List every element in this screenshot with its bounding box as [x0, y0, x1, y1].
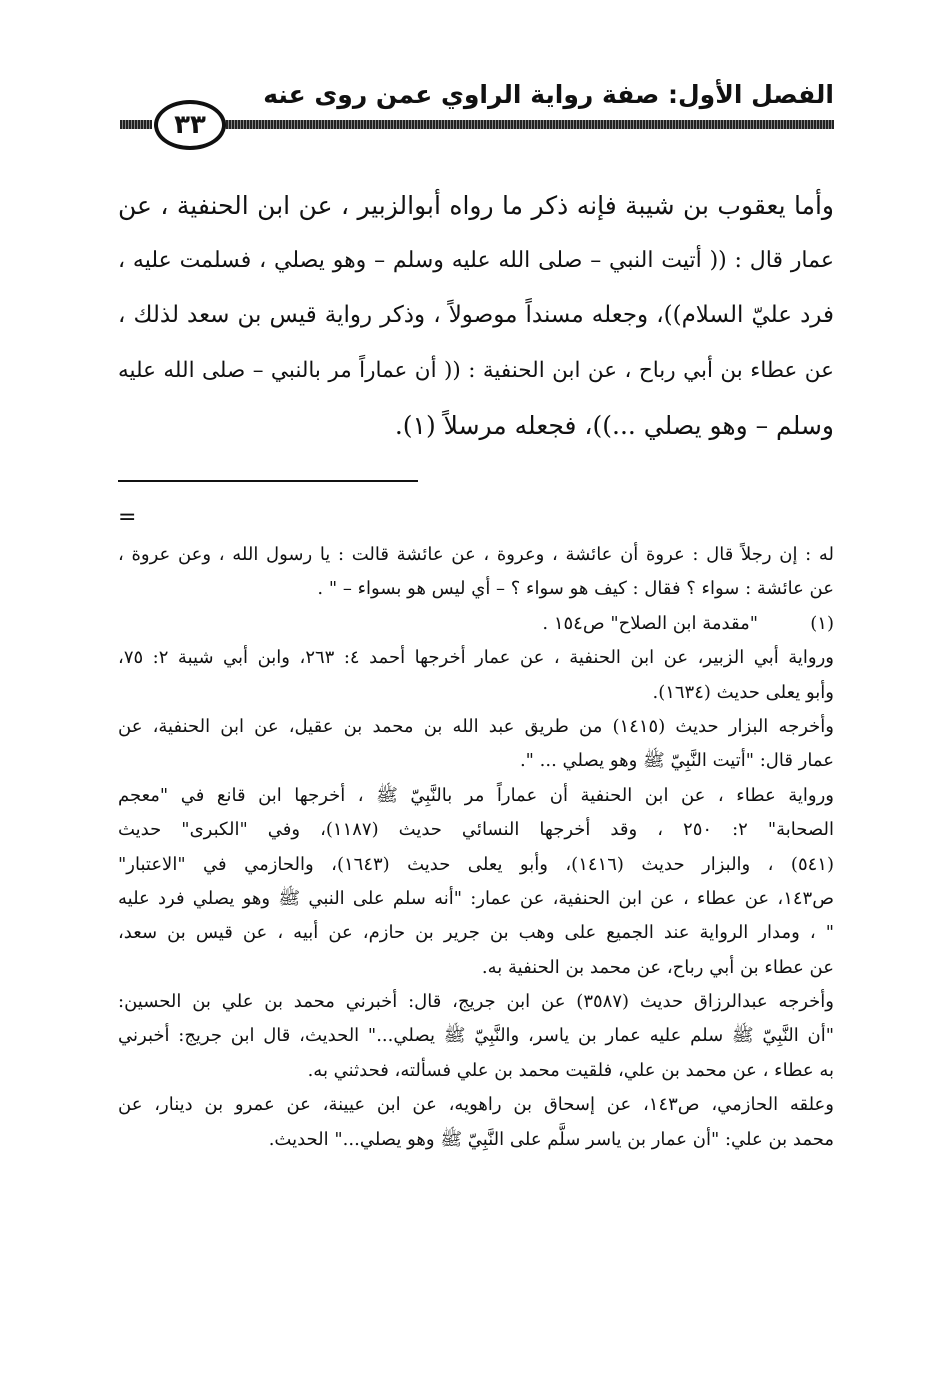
footnote-1 — [118, 607, 834, 641]
main-text — [118, 178, 834, 453]
footnote-line: ورواية عطاء ، عن ابن الحنفية أن عماراً مر بالنَّبِيّ ﷺ ، أخرجها ابن قانع في "معجم — [118, 784, 834, 806]
footnote-line: "أن النَّبِيّ ﷺ سلم عليه عمار بن ياسر، والنَّبِيّ ﷺ يصلي..." الحديث، قال ابن جريج: أخبرني — [118, 1025, 834, 1047]
main-text-line: عمار قال : (( أتيت النبي – صلى الله عليه وسلم – وهو يصلي ، فسلمت عليه ، — [118, 248, 834, 273]
footnote-separator — [118, 480, 418, 482]
header-rule — [220, 120, 834, 129]
footnote-line: عن عطاء بن أبي رباح، عن محمد بن الحنفية به. — [481, 956, 834, 978]
footnote-line: وأخرجه عبدالرزاق حديث (٣٥٨٧) عن ابن جريج، قال: أخبرني محمد بن علي بن الحسين: — [118, 991, 834, 1013]
footnote-line: وأخرجه البزار حديث (١٤١٥) من طريق عبد الله بن محمد بن عقيل، عن ابن الحنفية، عن — [118, 715, 834, 737]
footnote-line: ورواية أبي الزبير، عن ابن الحنفية ، عن عمار أخرجها أحمد ٤: ٢٦٣، وابن أبي شيبة ٢: ٧٥، — [118, 647, 835, 669]
footnote-line: "مقدمة ابن الصلاح" ص١٥٤ . — [542, 612, 758, 634]
main-text-line: فرد عليّ السلام))، وجعله مسنداً موصولاً ، وذكر رواية قيس بن سعد لذلك ، — [118, 302, 834, 328]
footnote-line: (٥٤١) ، والبزار حديث (١٤١٦)، وأبو يعلى حديث (١٦٤٣)، والحازمي في "الاعتبار" — [118, 853, 834, 875]
running-title: الفصل الأول: صفة رواية الراوي عمن روى عنه — [263, 80, 834, 109]
main-text-line: عن عطاء بن أبي رباح ، عن ابن الحنفية : (( أن عماراً مر بالنبي – صلى الله عليه — [118, 358, 834, 383]
main-text-line: وسلم – وهو يصلي ...))، فجعله مرسلاً (١). — [394, 411, 834, 440]
footnote-continuation-mark: = — [118, 505, 137, 530]
main-text-line: وأما يعقوب بن شيبة فإنه ذكر ما رواه أبوالزبير ، عن ابن الحنفية ، عن — [118, 191, 834, 220]
footnote-line: محمد بن علي: "أن عمار بن ياسر سلَّم على النَّبِيّ ﷺ وهو يصلي..." الحديث. — [268, 1128, 834, 1150]
page-header — [120, 74, 834, 164]
footnotes — [118, 538, 834, 1157]
footnote-line: الصحابة" ٢: ٢٥٠ ، وقد أخرجها النسائي حديث (١١٨٧)، وفي "الكبرى" حديث — [118, 819, 834, 841]
footnote-line: وأبو يعلى حديث (١٦٣٤). — [652, 681, 834, 703]
footnote-line: عن عائشة : سواء ؟ فقال : كيف هو سواء ؟ – أي ليس هو بسواء – " . — [317, 578, 834, 600]
footnote-line: وعلقه الحازمي، ص١٤٣، عن إسحاق بن راهويه، عن ابن عيينة، عن عمرو بن دينار، عن — [118, 1094, 834, 1116]
page-number: ٣٣ — [154, 100, 226, 150]
footnote-line: به عطاء ، عن محمد بن علي، فلقيت محمد بن علي فسألته، فحدثني به. — [307, 1059, 834, 1081]
footnote-number: (١) — [810, 612, 834, 634]
footnote-line: له : إن رجلاً قال : عروة أن عائشة ، وعروة ، عن عائشة قالت : يا رسول الله ، وعن عروة ، — [118, 544, 834, 565]
header-rule-end — [120, 120, 152, 129]
footnote-line: ص١٤٣، عن عطاء ، عن ابن الحنفية، عن عمار: "أنه سلم على النبي ﷺ وهو يصلي فرد عليه — [118, 887, 834, 909]
footnote-line: " ، ومدار الرواية عند الجميع على وهب بن جرير بن حازم، عن أبيه ، عن قيس بن سعد، — [118, 922, 834, 944]
footnote-line: عمار قال: "أتيت النَّبِيّ ﷺ وهو يصلي ... ". — [519, 750, 834, 772]
